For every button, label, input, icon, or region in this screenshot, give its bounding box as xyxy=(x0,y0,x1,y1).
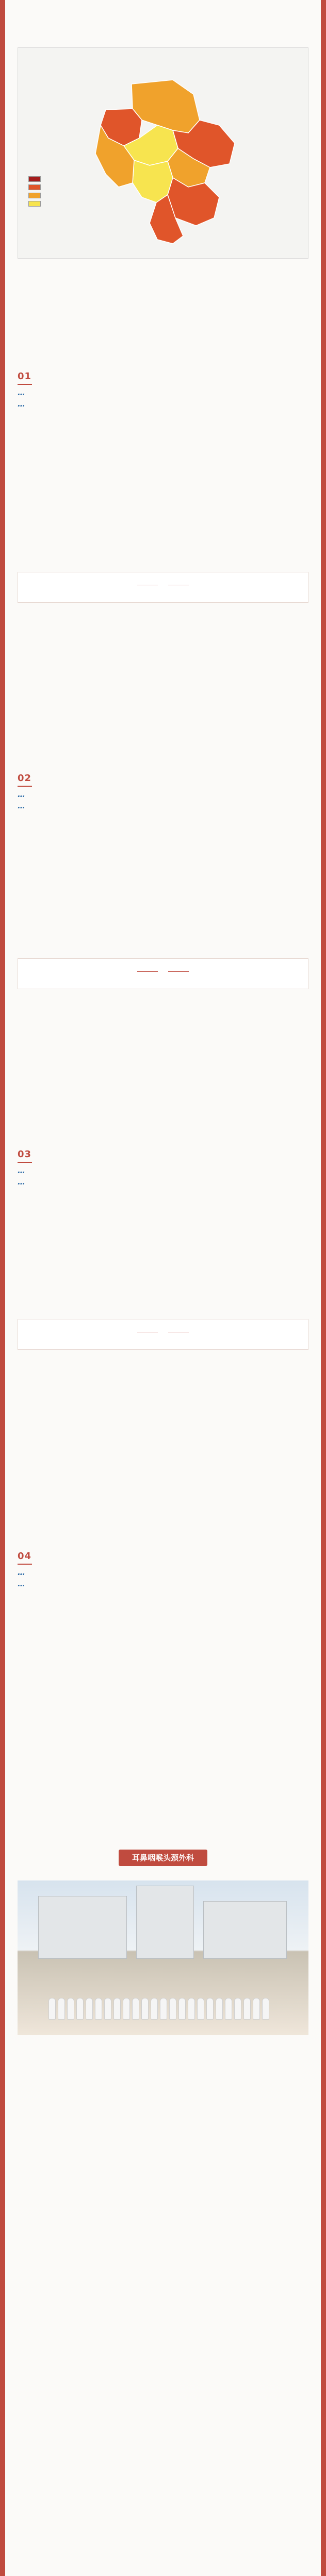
section-title-line2: … xyxy=(18,1579,25,1588)
section-1-body xyxy=(18,420,308,426)
person xyxy=(253,1998,260,2020)
section-divider xyxy=(18,1564,32,1565)
legend-item xyxy=(28,183,85,191)
building xyxy=(38,1896,127,1959)
person xyxy=(178,1998,186,2020)
section-title-line1: … xyxy=(18,1166,25,1175)
section-4-body xyxy=(18,1602,308,1613)
person xyxy=(169,1998,176,2020)
legend-swatch xyxy=(28,201,41,207)
section-divider xyxy=(18,786,32,787)
legend-item xyxy=(28,175,85,183)
section-divider xyxy=(18,384,32,385)
legend-swatch xyxy=(28,184,41,190)
map-graphic xyxy=(18,48,309,259)
section-title-line1: … xyxy=(18,1568,25,1577)
tips-heading xyxy=(28,581,298,589)
building xyxy=(203,1901,287,1959)
after-map-block xyxy=(18,268,308,273)
person xyxy=(123,1998,130,2020)
person xyxy=(95,1998,102,2020)
person xyxy=(151,1998,158,2020)
section-3-header xyxy=(18,1149,32,1188)
person xyxy=(113,1998,121,2020)
tips-heading xyxy=(28,1328,298,1336)
legend-swatch xyxy=(28,176,41,182)
section-number: 01 xyxy=(18,371,32,382)
left-border xyxy=(0,0,5,2576)
person xyxy=(67,1998,74,2020)
section-2-body xyxy=(18,822,308,828)
section-1-tips xyxy=(18,572,308,603)
person xyxy=(86,1998,93,2020)
section-number: 04 xyxy=(18,1551,32,1562)
section-2-tips xyxy=(18,958,308,989)
map-legend xyxy=(28,175,85,208)
legend-item xyxy=(28,199,85,208)
person xyxy=(132,1998,139,2020)
section-title-line2: … xyxy=(18,1177,25,1187)
person xyxy=(188,1998,195,2020)
person xyxy=(141,1998,149,2020)
section-number: 02 xyxy=(18,773,32,784)
legend-swatch xyxy=(28,193,41,198)
person xyxy=(262,1998,269,2020)
section-2-header xyxy=(18,773,32,811)
person xyxy=(160,1998,167,2020)
section-title-line2: … xyxy=(18,399,25,409)
tips-heading xyxy=(28,967,298,975)
section-divider xyxy=(18,1162,32,1163)
right-border xyxy=(321,0,326,2576)
person xyxy=(104,1998,111,2020)
staff-group xyxy=(48,1984,278,2020)
person xyxy=(234,1998,241,2020)
section-title-line2: … xyxy=(18,801,25,810)
person xyxy=(48,1998,56,2020)
section-1-header xyxy=(18,371,32,410)
person xyxy=(197,1998,204,2020)
district-north xyxy=(132,80,200,133)
person xyxy=(243,1998,251,2020)
person xyxy=(76,1998,84,2020)
department-banner: 耳鼻咽喉头颈外科 xyxy=(119,1850,207,1866)
person xyxy=(206,1998,214,2020)
hospital-staff-photo xyxy=(18,1880,308,2035)
section-title-line1: … xyxy=(18,790,25,799)
heat-warning-map xyxy=(18,47,308,259)
person xyxy=(225,1998,232,2020)
section-3-tips xyxy=(18,1319,308,1350)
building xyxy=(136,1886,194,1959)
section-title-line1: … xyxy=(18,388,25,397)
section-3-body xyxy=(18,1198,308,1204)
section-4-header xyxy=(18,1551,32,1589)
person xyxy=(58,1998,65,2020)
section-number: 03 xyxy=(18,1149,32,1160)
legend-item xyxy=(28,191,85,199)
person xyxy=(216,1998,223,2020)
department-intro xyxy=(18,2056,308,2062)
